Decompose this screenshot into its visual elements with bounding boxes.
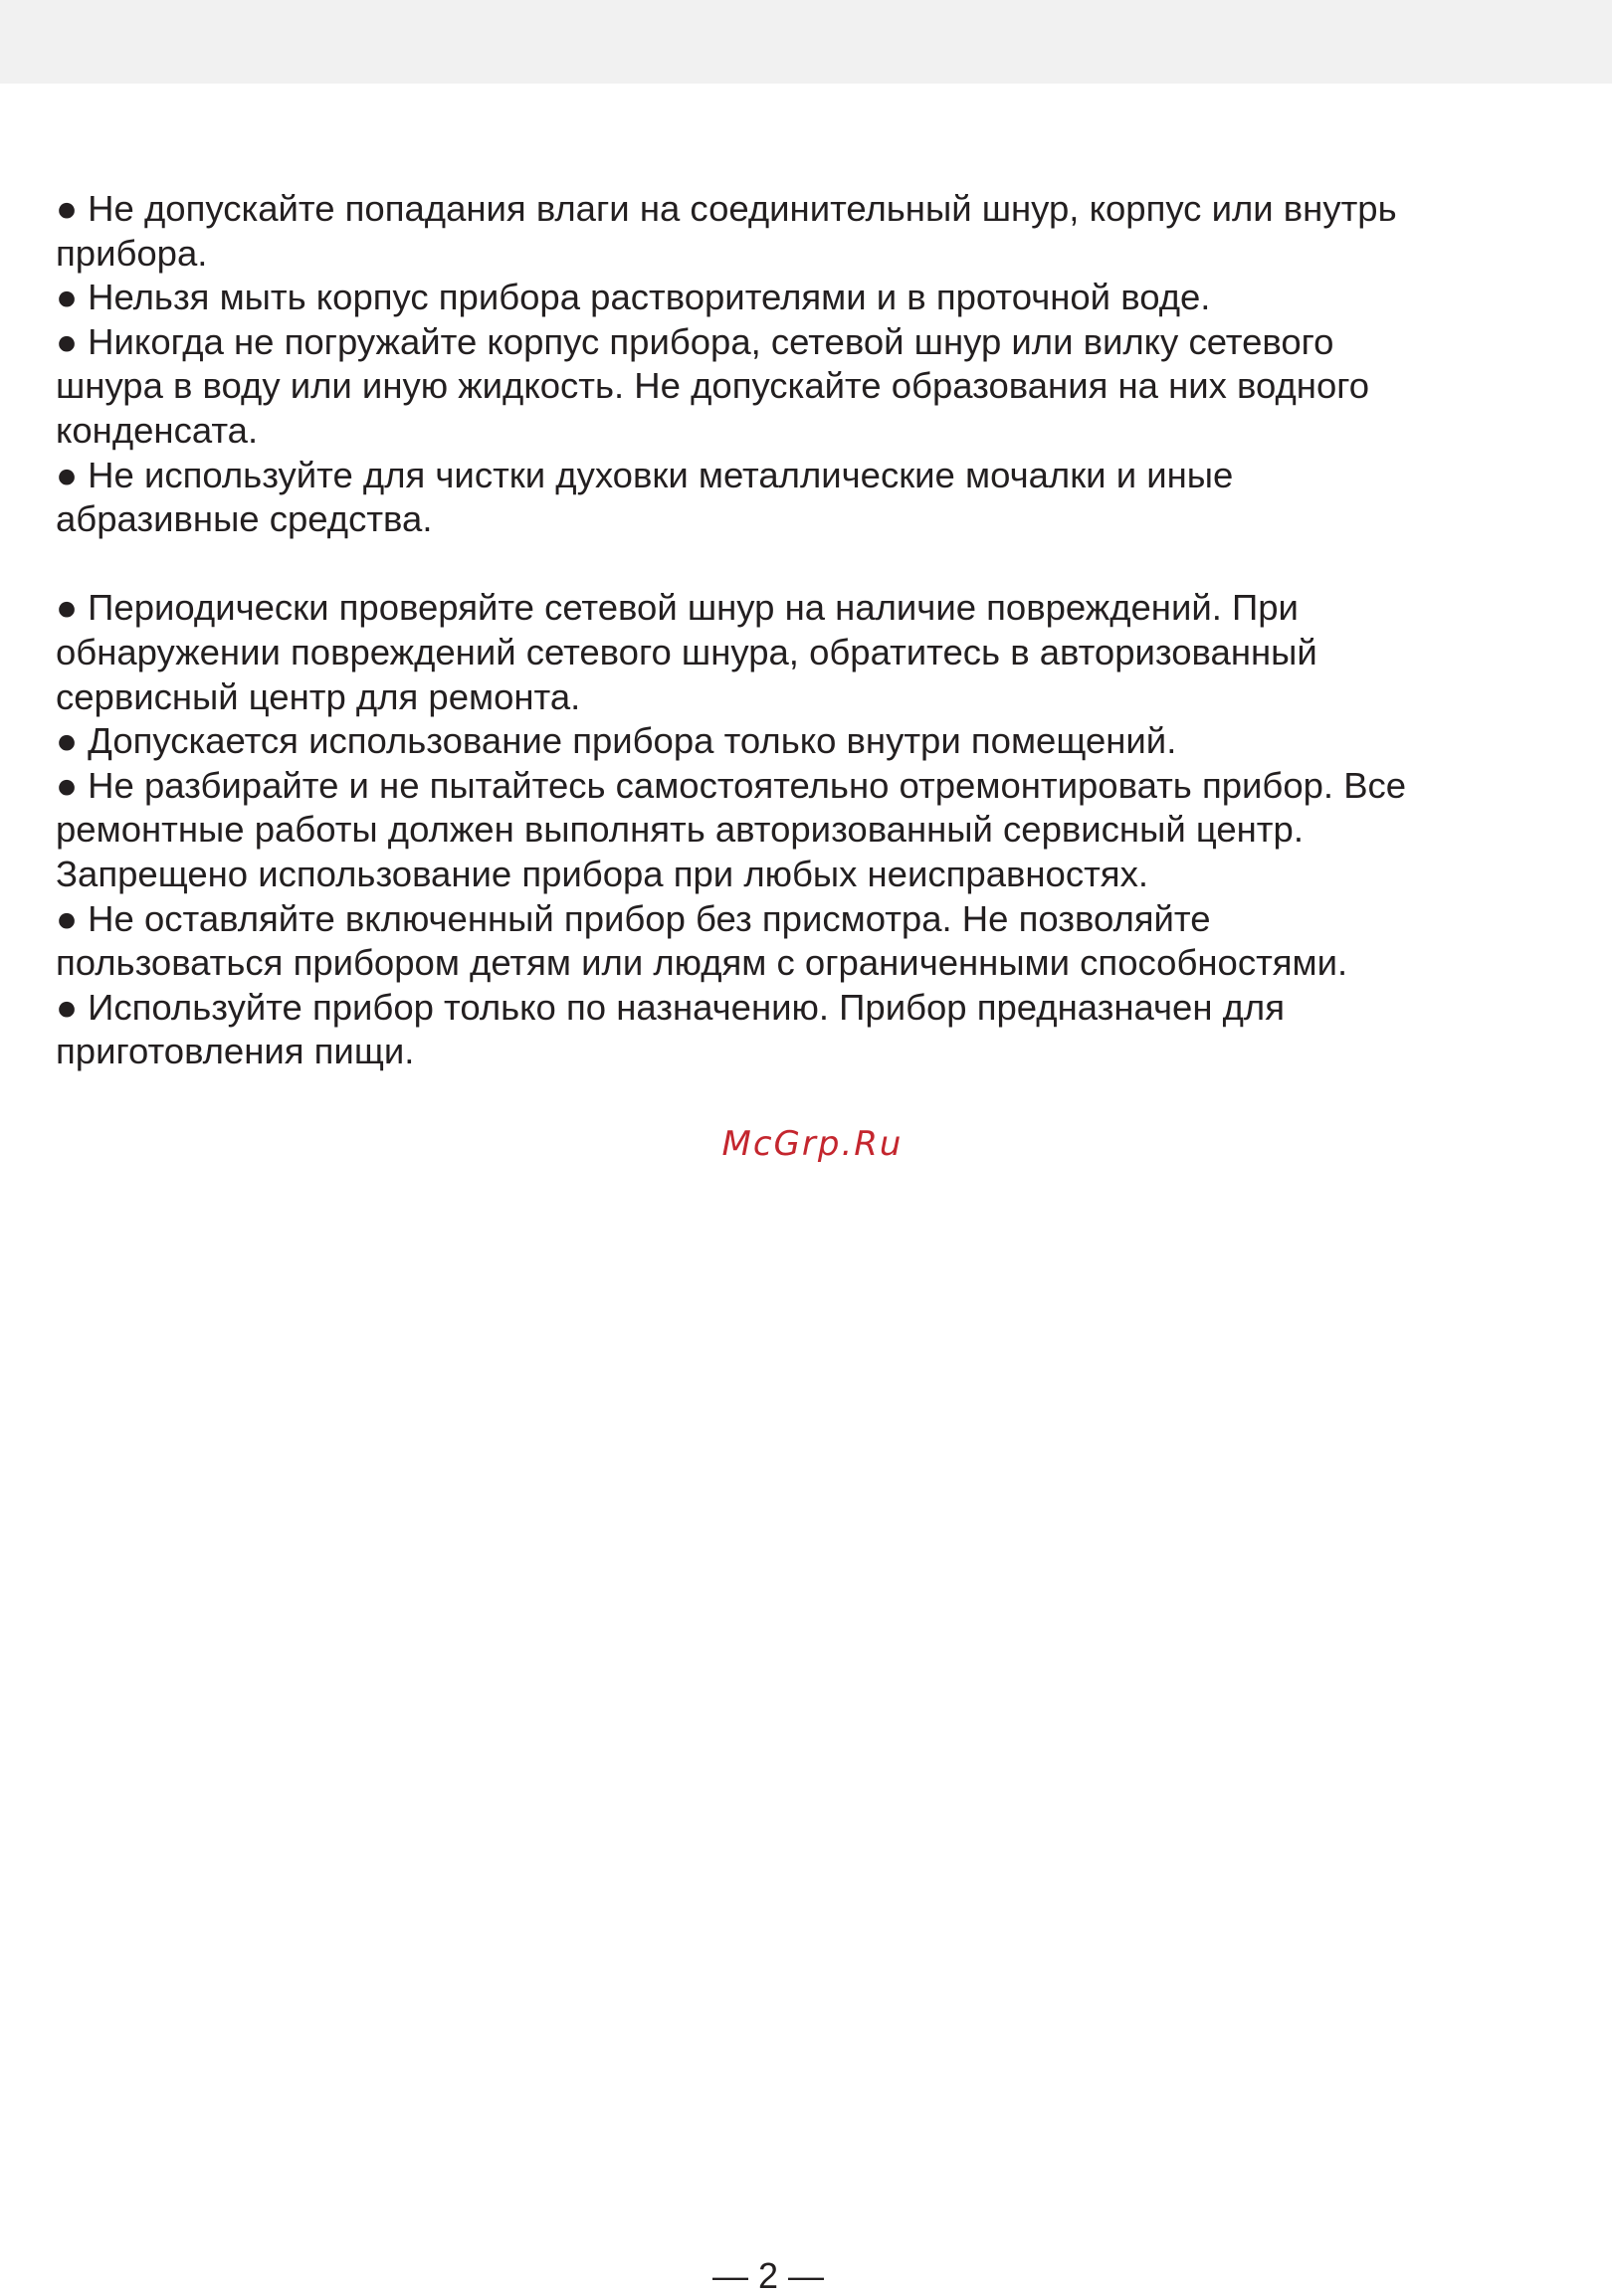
paragraph-washing: ● Нельзя мыть корпус прибора растворителями и в проточной воде. [56, 277, 1211, 318]
paragraph-no-disassembly: ● Не разбирайте и не пытайтесь самостоятельно отремонтировать прибор. Все ремонтные работы должен выполнять авторизованный сервисный центр. Запрещено использование прибора при любых неисправностях. [56, 764, 1407, 894]
paragraph-cord-check: ● Периодически проверяйте сетевой шнур на наличие повреждений. При обнаружении повреждений сетевого шнура, обратитесь в авторизованный сервисный центр для ремонта. [56, 587, 1317, 717]
paragraph-immersion: ● Никогда не погружайте корпус прибора, сетевой шнур или вилку сетевого шнура в воду или иную жидкость. Не допускайте образования на них водного конденсата. [56, 320, 1370, 451]
paragraph-indoor-use: ● Допускается использование прибора только внутри помещений. [56, 720, 1177, 762]
page-number: — 2 — [711, 2255, 825, 2296]
paragraph-cleaning: ● Не используйте для чистки духовки металлические мочалки и иные абразивные средства. [56, 454, 1234, 540]
paragraph-moisture: ● Не допускайте попадания влаги на соединительный шнур, корпус или внутрь прибора. [56, 188, 1397, 274]
paragraph-supervision: ● Не оставляйте включенный прибор без присмотра. Не позволяйте пользоваться прибором детям или людям с ограниченными способностями. [56, 897, 1348, 984]
document-body [56, 187, 1548, 1074]
watermark-link[interactable]: McGrp.Ru [721, 1124, 904, 1164]
paragraph-gap [56, 542, 1548, 587]
top-band [0, 0, 1612, 84]
paragraph-intended-use: ● Используйте прибор только по назначению. Прибор предназначен для приготовления пищи. [56, 986, 1285, 1072]
